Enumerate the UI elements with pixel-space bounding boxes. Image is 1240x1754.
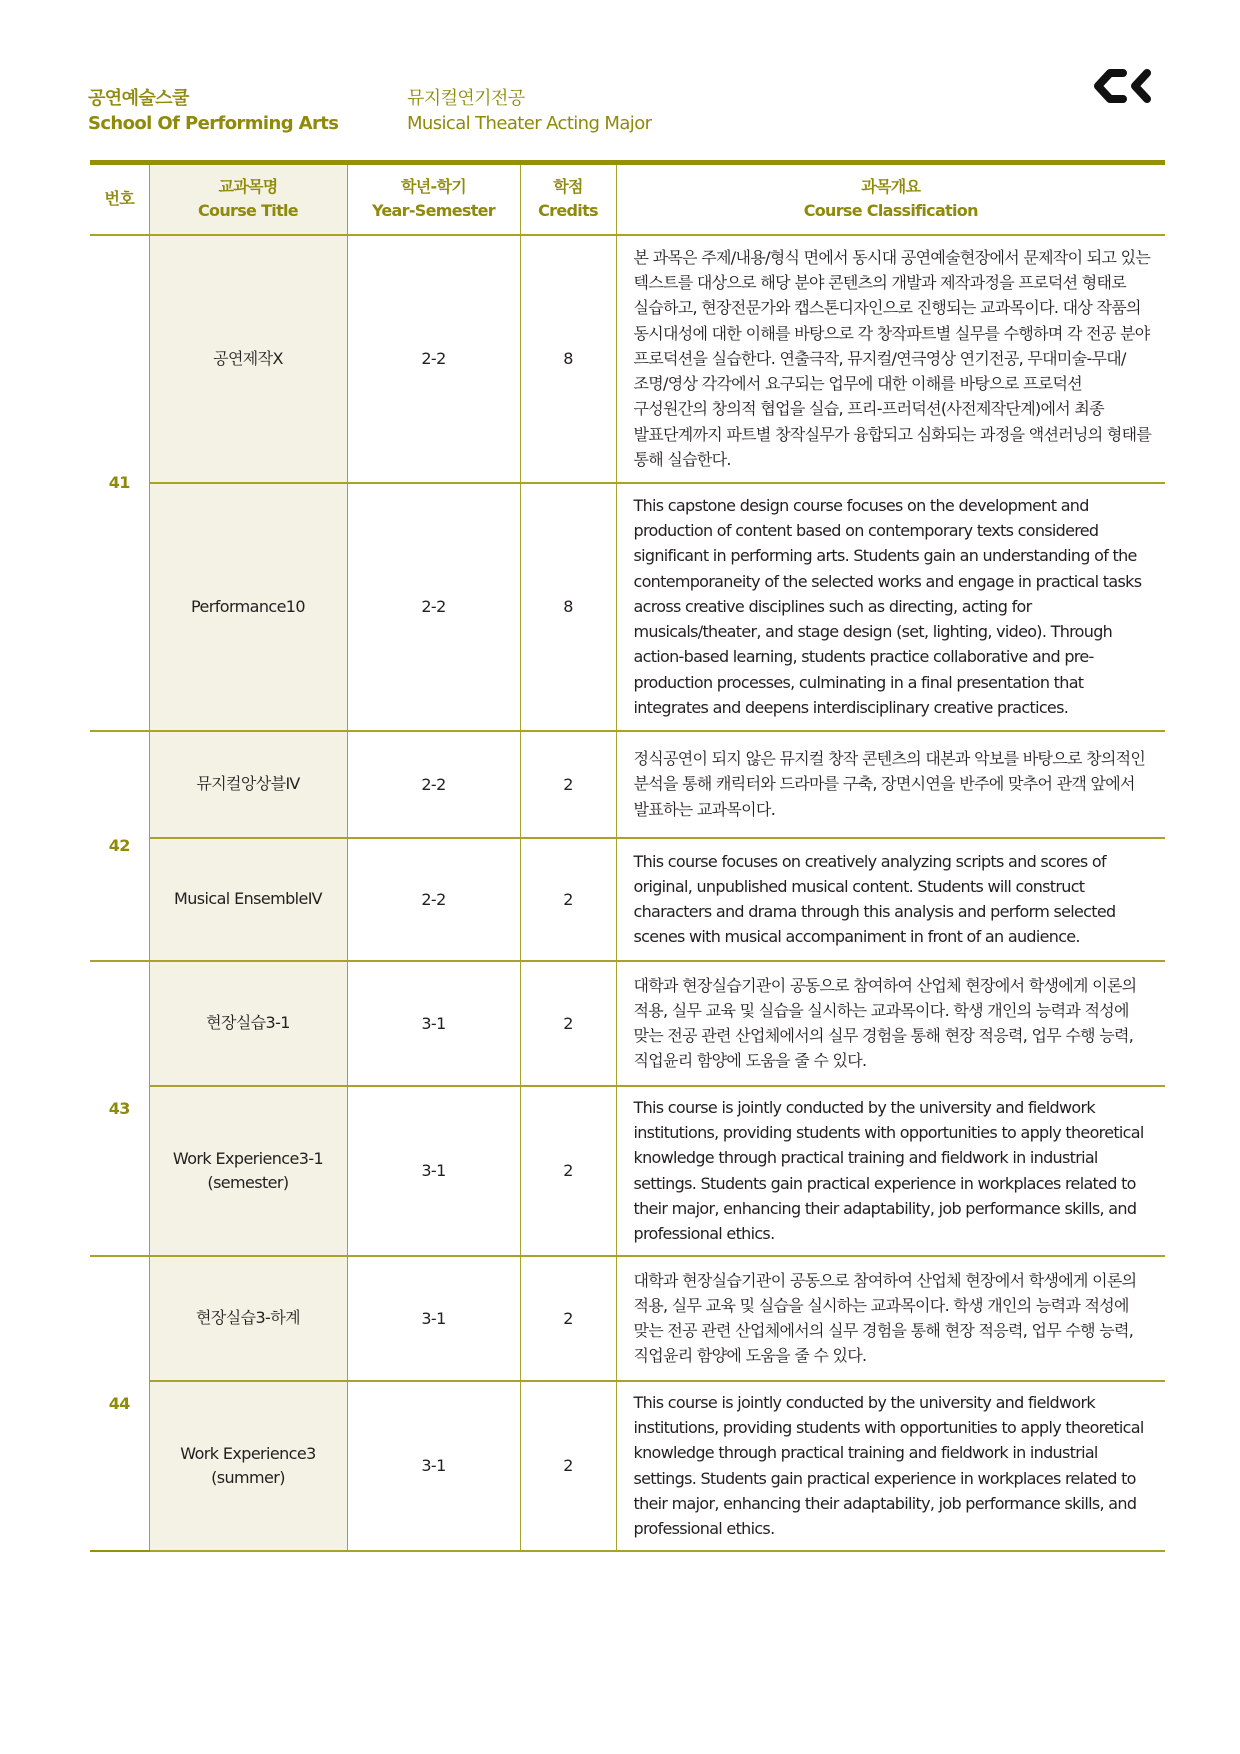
course-description: This course is jointly conducted by the university and fieldwork institutions, providing students with opportunities to apply theoretical knowledge through practical training and fieldwork in industrial settings. Students gain practical experience in workplaces related to their major, enhancing their adaptability, job performance skills, and professional ethics. [616,1086,1165,1256]
credits: 2 [520,838,616,961]
credits: 8 [520,235,616,483]
course-title: Musical EnsembleⅣ [149,838,347,961]
credits: 2 [520,961,616,1086]
course-description: This course is jointly conducted by the university and fieldwork institutions, providing students with opportunities to apply theoretical knowledge through practical training and fieldwork in industrial settings. Students gain practical experience in workplaces related to their major, enhancing their adaptability, job performance skills, and professional ethics. [616,1381,1165,1551]
course-title: Work Experience3 (summer) [149,1381,347,1551]
course-title: 현장실습3-하계 [149,1256,347,1381]
year-semester: 3-1 [347,1381,520,1551]
course-title: 현장실습3-1 [149,961,347,1086]
table-row [90,961,1165,1086]
credits: 8 [520,483,616,731]
year-semester: 2-2 [347,731,520,838]
table-row [90,1086,1165,1256]
col-header-course-title: 교과목명 Course Title [149,163,347,235]
course-number: 44 [90,1256,149,1551]
course-description: This capstone design course focuses on the development and production of content based on contemporary texts considered significant in performing arts. Students gain an understanding of the contemporaneity of the selected works and engage in practical tasks across creative disciplines such as directing, acting for musicals/theater, and stage design (set, lighting, video). Through action-based learning, students practice collaborative and pre-production processes, culminating in a final presentation that integrates and deepens interdisciplinary creative practices. [616,483,1165,731]
col-header-credits: 학점 Credits [520,163,616,235]
course-title: 공연제작Ⅹ [149,235,347,483]
table-row [90,838,1165,961]
course-description: This course focuses on creatively analyzing scripts and scores of original, unpublished musical content. Students will construct characters and drama through this analysis and perform selected scenes with musical accompaniment in front of an audience. [616,838,1165,961]
credits: 2 [520,1381,616,1551]
major-name [407,86,651,136]
school-name [88,86,338,136]
ck-logo-icon [1093,68,1153,104]
year-semester: 3-1 [347,1256,520,1381]
col-header-description: 과목개요 Course Classification [616,163,1165,235]
col-header-year-semester: 학년-학기 Year-Semester [347,163,520,235]
table-header-row [90,163,1165,235]
course-description: 대학과 현장실습기관이 공동으로 참여하여 산업체 현장에서 학생에게 이론의 적용, 실무 교육 및 실습을 실시하는 교과목이다. 학생 개인의 능력과 적성에 맞는 전공 관련 산업체에서의 실무 경험을 통해 현장 적응력, 업무 수행 능력, 직업윤리 함양에 도움을 줄 수 있다. [616,1256,1165,1381]
year-semester: 3-1 [347,961,520,1086]
course-description: 대학과 현장실습기관이 공동으로 참여하여 산업체 현장에서 학생에게 이론의 적용, 실무 교육 및 실습을 실시하는 교과목이다. 학생 개인의 능력과 적성에 맞는 전공 관련 산업체에서의 실무 경험을 통해 현장 적응력, 업무 수행 능력, 직업윤리 함양에 도움을 줄 수 있다. [616,961,1165,1086]
school-name-ko: 공연예술스쿨 [88,88,189,109]
credits: 2 [520,731,616,838]
year-semester: 2-2 [347,838,520,961]
course-number: 42 [90,731,149,961]
table-row [90,1256,1165,1381]
course-number: 41 [90,235,149,731]
course-number: 43 [90,961,149,1256]
credits: 2 [520,1086,616,1256]
school-name-en: School Of Performing Arts [88,113,339,134]
table-row [90,235,1165,483]
year-semester: 3-1 [347,1086,520,1256]
course-title: 뮤지컬앙상블Ⅳ [149,731,347,838]
major-name-en: Musical Theater Acting Major [407,113,652,134]
credits: 2 [520,1256,616,1381]
course-description: 본 과목은 주제/내용/형식 면에서 동시대 공연예술현장에서 문제작이 되고 있는 텍스트를 대상으로 해당 분야 콘텐츠의 개발과 제작과정을 프로덕션 형태로 실습하고, 현장전문가와 캡스톤디자인으로 진행되는 교과목이다. 대상 작품의 동시대성에 대한 이해를 바탕으로 각 창작파트별 실무를 수행하며 각 전공 분야 프로덕션을 실습한다. 연출극작, 뮤지컬/연극영상 연기전공, 무대미술-무대/조명/영상 각각에서 요구되는 업무에 대한 이해를 바탕으로 프로덕션 구성원간의 창의적 협업을 실습, 프리-프러덕션(사전제작단계)에서 최종 발표단계까지 파트별 창작실무가 융합되고 심화되는 과정을 액션러닝의 형태를 통해 실습한다. [616,235,1165,483]
major-name-ko: 뮤지컬연기전공 [407,88,525,109]
table-row [90,731,1165,838]
course-description: 정식공연이 되지 않은 뮤지컬 창작 콘텐츠의 대본과 악보를 바탕으로 창의적인 분석을 통해 캐릭터와 드라마를 구축, 장면시연을 반주에 맞추어 관객 앞에서 발표하는 교과목이다. [616,731,1165,838]
course-title: Work Experience3-1 (semester) [149,1086,347,1256]
table-row [90,483,1165,731]
year-semester: 2-2 [347,483,520,731]
col-header-no: 번호 [90,163,149,235]
year-semester: 2-2 [347,235,520,483]
course-title: Performance10 [149,483,347,731]
table-row [90,1381,1165,1551]
course-table [90,160,1165,1552]
